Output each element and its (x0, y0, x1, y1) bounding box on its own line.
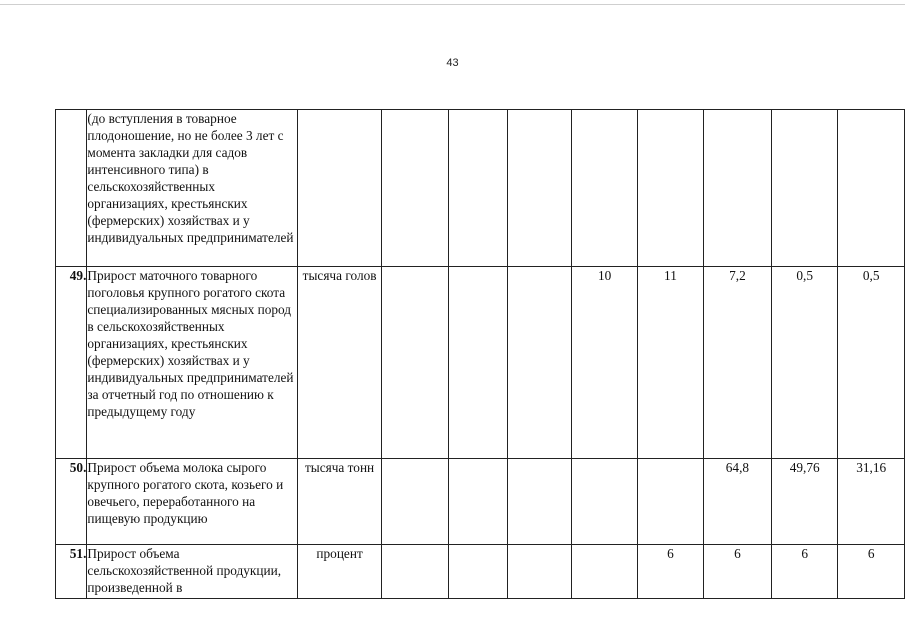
unit-of-measure: процент (297, 545, 381, 599)
indicator-description: Прирост объема молока сырого крупного рогатого скота, козьего и овечьего, переработанного на пищевую продукцию (87, 459, 297, 545)
value-cell: 6 (771, 545, 837, 599)
value-cell (448, 545, 508, 599)
value-cell (382, 459, 448, 545)
value-cell: 7,2 (703, 267, 771, 459)
value-cell (508, 459, 572, 545)
table-row (56, 110, 905, 267)
indicators-table (55, 109, 905, 599)
value-cell (572, 110, 638, 267)
value-cell (638, 459, 704, 545)
value-cell (508, 545, 572, 599)
value-cell (382, 267, 448, 459)
row-number (56, 110, 87, 267)
value-cell (508, 267, 572, 459)
value-cell (448, 110, 508, 267)
value-cell (382, 110, 448, 267)
value-cell: 49,76 (771, 459, 837, 545)
value-cell: 64,8 (703, 459, 771, 545)
value-cell: 0,5 (838, 267, 905, 459)
value-cell: 6 (638, 545, 704, 599)
indicator-description: Прирост объема сельскохозяйственной продукции, произведенной в (87, 545, 297, 599)
value-cell: 11 (638, 267, 704, 459)
page-number: 43 (446, 57, 459, 69)
value-cell: 31,16 (838, 459, 905, 545)
value-cell (572, 459, 638, 545)
value-cell: 6 (838, 545, 905, 599)
value-cell (638, 110, 704, 267)
table-row (56, 459, 905, 545)
row-number: 50. (56, 459, 87, 545)
value-cell (572, 545, 638, 599)
value-cell (771, 110, 837, 267)
value-cell (508, 110, 572, 267)
unit-of-measure: тысяча тонн (297, 459, 381, 545)
unit-of-measure (297, 110, 381, 267)
value-cell (382, 545, 448, 599)
unit-of-measure: тысяча голов (297, 267, 381, 459)
indicator-description: Прирост маточного товарного поголовья крупного рогатого скота специализированных мясных пород в сельскохозяйственных организациях, крестьянских (фермерских) хозяйствах и у индивидуальных предпринимателей за отчетный год по отношению к предыдущему году (87, 267, 297, 459)
row-number: 51. (56, 545, 87, 599)
table-row (56, 267, 905, 459)
value-cell: 10 (572, 267, 638, 459)
scan-edge-line (0, 4, 905, 5)
value-cell (448, 459, 508, 545)
value-cell (448, 267, 508, 459)
value-cell (838, 110, 905, 267)
value-cell: 0,5 (771, 267, 837, 459)
row-number: 49. (56, 267, 87, 459)
table-row (56, 545, 905, 599)
indicator-description: (до вступления в товарное плодоношение, но не более 3 лет с момента закладки для садов интенсивного типа) в сельскохозяйственных организациях, крестьянских (фермерских) хозяйствах и у индивидуальных предпринимателей (87, 110, 297, 267)
value-cell: 6 (703, 545, 771, 599)
value-cell (703, 110, 771, 267)
